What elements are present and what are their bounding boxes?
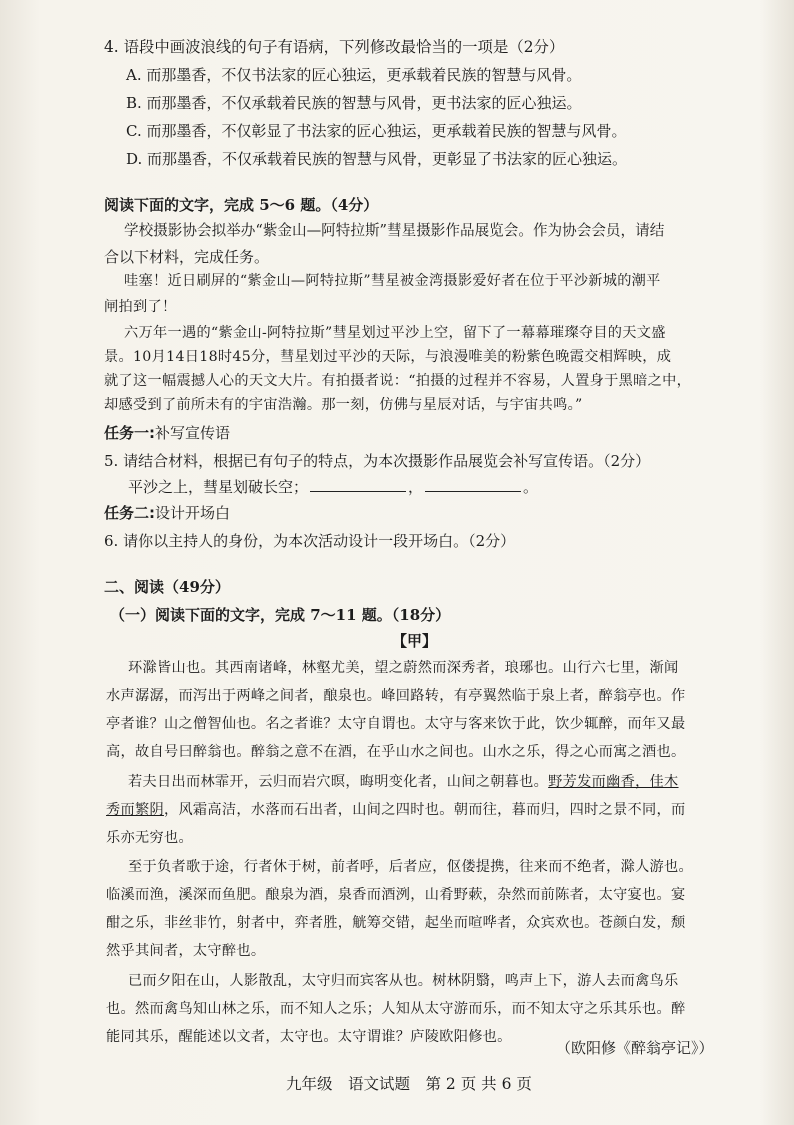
passage-p3-line-4: 然乎其间者，太守醉也。: [106, 943, 266, 959]
task1: [104, 423, 230, 443]
material-line-1: 哇塞！近日刷屏的“紫金山—阿特拉斯”彗星被金湾摄影爱好者在位于平沙新城的潮平: [124, 273, 661, 289]
underlined-sentence-part-2: 秀而繁阴: [106, 802, 164, 818]
passage-p2-line-2: [106, 800, 686, 820]
passage-p4-line-2: 也。然而禽鸟知山林之乐，而不知人之乐；人知从太守游而乐，而不知太守之乐其乐也。醉: [106, 1001, 686, 1017]
passage-p1-line-3: 亭者谁？山之僧智仙也。名之者谁？太守自谓也。太守与客来饮于此，饮少辄醉，而年又最: [106, 716, 686, 732]
q5-stem: 5. 请结合材料，根据已有句子的特点，为本次摄影作品展览会补写宣传语。（2分）: [104, 452, 651, 470]
q4-option-a: A. 而那墨香，不仅书法家的匠心独运，更承载着民族的智慧与风骨。: [126, 66, 582, 84]
q6-stem: 6. 请你以主持人的身份，为本次活动设计一段开场白。（2分）: [104, 532, 516, 550]
passage-p3-line-2: 临溪而渔，溪深而鱼肥。酿泉为酒，泉香而酒洌，山肴野蔌，杂然而前陈者，太守宴也。宴: [106, 887, 686, 903]
passage-p2-text-a: 若夫日出而林霏开，云归而岩穴暝，晦明变化者，山间之朝暮也。: [128, 774, 549, 790]
material-line-2: 闸拍到了！: [104, 299, 177, 315]
task2-label: 任务二:: [104, 504, 155, 522]
reading56-intro-line-2: 合以下材料，完成任务。: [104, 248, 270, 266]
task1-text: 补写宣传语: [155, 424, 231, 442]
q4-option-d: D. 而那墨香，不仅承载着民族的智慧与风骨，更彰显了书法家的匠心独运。: [126, 150, 628, 168]
passage-p1-line-4: 高，故自号曰醉翁也。醉翁之意不在酒，在乎山水之间也。山水之乐，得之心而寓之酒也。: [106, 744, 686, 760]
q5-blank-1[interactable]: [310, 477, 406, 492]
passage-p2-line-1: [128, 772, 679, 792]
task2: [104, 503, 230, 523]
passage-p1-line-2: 水声潺潺，而泻出于两峰之间者，酿泉也。峰回路转，有亭翼然临于泉上者，醉翁亭也。作: [106, 688, 686, 704]
passage-p3-line-1: 至于负者歌于途，行者休于树，前者呼，后者应，伛偻提携，往来而不绝者，滁人游也。: [128, 859, 694, 875]
q5-blank-2[interactable]: [425, 477, 521, 492]
material-line-4: 景。10月14日18时45分，彗星划过平沙的天际，与浪漫唯美的粉紫色晚霞交相辉映，成: [104, 349, 672, 365]
section2-sub-heading: （一）阅读下面的文字，完成 7～11 题。（18分）: [110, 606, 451, 624]
task1-label: 任务一:: [104, 424, 155, 442]
q5-answer-line: [128, 477, 538, 497]
material-line-5: 就了这一幅震撼人心的天文大片。有拍摄者说：“拍摄的过程并不容易，人置身于黑暗之中，: [104, 373, 692, 389]
section2-heading: 二、阅读（49分）: [104, 578, 230, 596]
passage-p4-line-3: 能同其乐，醒能述以文者，太守也。太守谓谁？庐陵欧阳修也。: [106, 1029, 512, 1045]
q4-option-c: C. 而那墨香，不仅彰显了书法家的匠心独运，更承载着民族的智慧与风骨。: [126, 122, 627, 140]
passage-p4-line-1: 已而夕阳在山，人影散乱，太守归而宾客从也。树林阴翳，鸣声上下，游人去而禽鸟乐: [128, 973, 679, 989]
passage-p3-line-3: 酣之乐，非丝非竹，射者中，弈者胜，觥筹交错，起坐而喧哗者，众宾欢也。苍颜白发，颓: [106, 915, 686, 931]
reading56-heading: 阅读下面的文字，完成 5～6 题。（4分）: [104, 196, 379, 214]
q4-option-b: B. 而那墨香，不仅承载着民族的智慧与风骨，更书法家的匠心独运。: [126, 94, 582, 112]
q5-comma: ，: [408, 478, 424, 496]
material-line-3: 六万年一遇的“紫金山-阿特拉斯”彗星划过平沙上空，留下了一幕幕璀璨夺目的天文盛: [124, 325, 666, 341]
underlined-sentence-part-1: 野芳发而幽香，佳木: [548, 774, 679, 790]
reading56-intro-line-1: 学校摄影协会拟举办“紫金山—阿特拉斯”彗星摄影作品展览会。作为协会会员，请结: [124, 222, 665, 239]
task2-text: 设计开场白: [155, 504, 231, 522]
q4-stem: 4. 语段中画波浪线的句子有语病，下列修改最恰当的一项是（2分）: [104, 38, 565, 56]
passage-p2-text-b: ，风霜高洁，水落而石出者，山间之四时也。朝而往，暮而归，四时之景不同，而: [163, 802, 686, 818]
passage-jia-label: 【甲】: [392, 632, 438, 650]
page-footer: 九年级 语文试题 第 2 页 共 6 页: [286, 1075, 532, 1093]
passage-p2-line-3: 乐亦无穷也。: [106, 830, 193, 846]
material-line-6: 却感受到了前所未有的宇宙浩瀚。那一刻，仿佛与星辰对话，与宇宙共鸣。”: [104, 397, 583, 413]
passage-source: （欧阳修《醉翁亭记》）: [556, 1039, 714, 1057]
q5-period: 。: [523, 478, 539, 496]
passage-p1-line-1: 环滁皆山也。其西南诸峰，林壑尤美，望之蔚然而深秀者，琅琊也。山行六七里，渐闻: [128, 660, 679, 676]
q5-prefix: 平沙之上，彗星划破长空；: [128, 478, 309, 496]
